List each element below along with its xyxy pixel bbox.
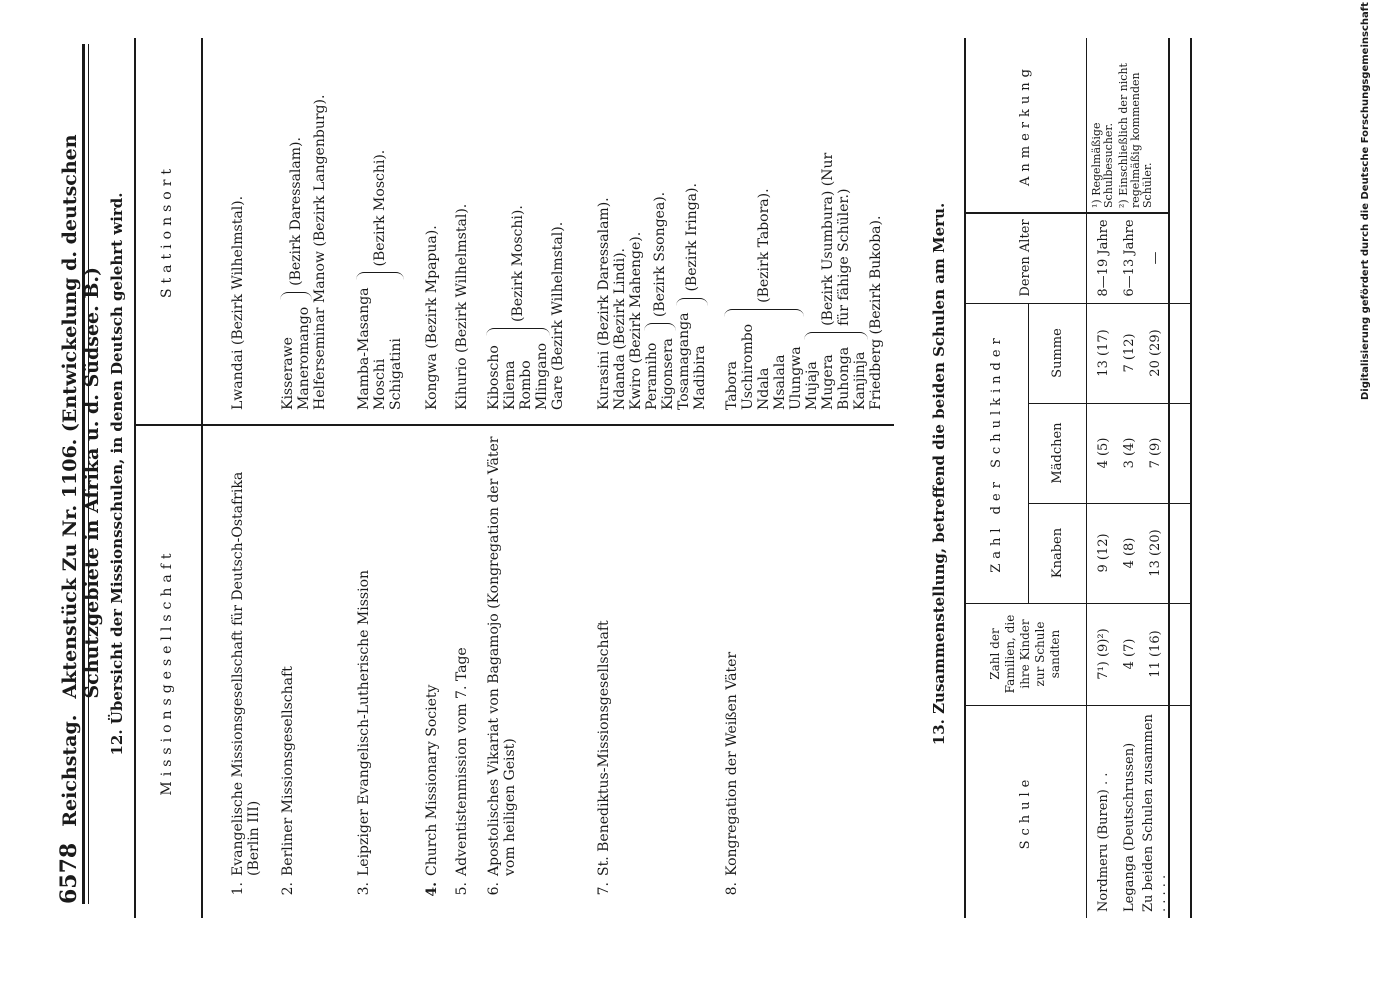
footnote: ²) Einschließlich der nicht regelmäßig kommenden Schüler.: [1117, 63, 1154, 208]
total-value: 20 (29): [1147, 329, 1163, 377]
society-name: Leipziger Evangelisch-Lutherische Mission: [356, 569, 372, 876]
families-value: 7¹) (9)²): [1095, 628, 1111, 680]
girls-value: 7 (9): [1147, 437, 1163, 469]
station-brace-group: [356, 42, 404, 410]
row-number: 8.: [724, 882, 740, 896]
col-header-children: Zahl der Schulkinder: [988, 333, 1004, 573]
page-header: [56, 44, 103, 904]
station-name: Mlingano: [534, 342, 550, 410]
school-name: Leganga (Deutschrussen): [1121, 742, 1137, 912]
total-value: 7 (12): [1121, 333, 1137, 373]
station-name: Kisserawe: [280, 337, 296, 410]
station-name: Peramiho: [644, 342, 660, 410]
families-value: 11 (16): [1147, 630, 1163, 678]
station-name: Ndanda (Bezirk Lindi).: [612, 248, 628, 410]
header-source: Reichstag.: [59, 714, 81, 827]
row-number: 4.: [424, 882, 440, 897]
table-rule-bottom: [1190, 38, 1192, 918]
society-name: Kongregation der Weißen Väter: [724, 651, 740, 876]
station-brace-group: [724, 42, 804, 410]
girls-value: 3 (4): [1121, 437, 1137, 469]
station-name: Moschi: [372, 358, 388, 410]
col-header-station: Stationsort: [159, 163, 175, 299]
table-column-divider: [134, 424, 894, 426]
district-label: (Bezirk Daressalam).: [288, 137, 304, 286]
station-name: Ulungwa: [788, 346, 804, 410]
boys-value: 9 (12): [1095, 533, 1111, 573]
row-number: 5.: [454, 882, 470, 896]
section-13-title: 13. Zusammenstellung, betreffend die beiden Schulen am Meru.: [930, 202, 948, 746]
footnote: ¹) Regelmäßige Schulbesucher.: [1090, 122, 1115, 208]
page-number: 6578: [56, 842, 82, 904]
station-name: Schigatini: [388, 338, 404, 410]
brace: [644, 323, 676, 334]
table-rule-total: [1168, 38, 1170, 918]
station-brace-group: [280, 42, 312, 410]
station-cell: [724, 42, 884, 410]
brace: [676, 298, 708, 309]
society-name: Berliner Missionsgesellschaft: [280, 666, 296, 876]
girls-value: 4 (5): [1095, 437, 1111, 469]
brace: [804, 332, 868, 343]
station-name: Ndala: [756, 367, 772, 410]
school-name: Nordmeru (Buren) . .: [1095, 772, 1111, 912]
district-label: (Bezirk Tabora).: [756, 188, 772, 303]
row-number: 6.: [486, 882, 502, 896]
station-name: Helferseminar Manow (Bezirk Langenburg).: [312, 94, 328, 410]
station-name: Mamba-Masanga: [356, 287, 372, 410]
district-label: (Bezirk Iringa).: [684, 183, 700, 292]
society-name: Adventistenmission vom 7. Tage: [454, 647, 470, 876]
digitization-note: Digitalisierung gefördert durch die Deutsche Forschungsgemeinschaft: [1360, 2, 1371, 400]
station-name: Lwandai (Bezirk Wilhelmstal).: [230, 195, 246, 410]
brace: [280, 292, 312, 303]
header-rule-thin: [88, 44, 89, 904]
boys-value: 13 (20): [1147, 529, 1163, 577]
brace: [486, 328, 550, 339]
col-header-society: Missionsgesellschaft: [159, 548, 175, 796]
table-rule-header: [1086, 38, 1087, 918]
station-brace-group: [676, 42, 708, 410]
row-number: 2.: [280, 882, 296, 896]
station-name: Mugera: [820, 354, 836, 410]
society-name: Apostolisches Vikariat von Bagamojo (Kongregation der Väter vom heiligen Geist): [486, 436, 518, 876]
station-name: Gare (Bezirk Wilhelmstal).: [550, 221, 566, 410]
col-header-school: Schule: [1017, 774, 1033, 850]
station-name: Rombo: [518, 360, 534, 410]
station-name: Msalala: [772, 354, 788, 410]
station-name: Uschirombo: [740, 323, 756, 410]
col-header-boys: Knaben: [1049, 527, 1065, 579]
station-name: Kigonsera: [660, 338, 676, 410]
district-label: (Bezirk Moschi).: [510, 205, 526, 322]
age-value: 6—13 Jahre: [1121, 219, 1137, 297]
station-name: Buhonga: [836, 346, 852, 410]
station-cell: [280, 42, 328, 410]
station-name: Tabora: [724, 360, 740, 410]
district-label: (Bezirk Usumbura) (Nur für fähige Schüler.): [820, 152, 852, 326]
col-header-families: Zahl der Familien, die ihre Kinder zur Schule sandten: [987, 614, 1062, 694]
station-name: Kiboscho: [486, 345, 502, 410]
station-name: Friedberg (Bezirk Bukoba).: [868, 215, 884, 410]
station-name: Kwiro (Bezirk Mahenge).: [628, 231, 644, 410]
table-rule-header: [201, 38, 203, 918]
families-value: 4 (7): [1121, 638, 1137, 670]
station-brace-group: [486, 42, 550, 410]
school-name: Zu beiden Schulen zusammen . . . . .: [1141, 714, 1169, 912]
society-name: Evangelische Missionsgesellschaft für Deutsch-Ostafrika (Berlin III): [230, 471, 262, 876]
station-name: Kanjinja: [852, 351, 868, 410]
society-name: Church Missionary Society: [424, 684, 440, 876]
section-12-title: 12. Übersicht der Missionsschulen, in denen Deutsch gelehrt wird.: [108, 192, 126, 756]
station-brace-group: [804, 42, 868, 410]
district-label: (Bezirk Ssongea).: [652, 191, 668, 318]
station-name: Mujaja: [804, 361, 820, 410]
brace: [356, 272, 404, 283]
station-name: Maneromango: [296, 306, 312, 410]
station-name: Kilema: [502, 360, 518, 410]
station-name: Madibira: [692, 345, 708, 410]
row-number: 7.: [596, 882, 612, 896]
society-name: St. Benediktus-Missionsgesellschaft: [596, 620, 612, 876]
col-header-girls: Mädchen: [1049, 422, 1065, 484]
col-header-total: Summe: [1049, 328, 1065, 378]
district-label: (Bezirk Moschi).: [372, 149, 388, 267]
row-number: 1.: [230, 882, 246, 896]
digitization-stamp: [1360, 0, 1371, 400]
station-cell: [356, 42, 404, 410]
col-header-remark: Anmerkung: [1017, 64, 1033, 186]
station-cell: [486, 42, 566, 410]
header-rule: [82, 44, 85, 904]
station-name: Kihurio (Bezirk Wilhelmstal).: [454, 203, 470, 410]
col-header-age: Deren Alter: [1017, 219, 1033, 297]
station-name: Tosamaganga: [676, 312, 692, 410]
brace: [724, 309, 804, 320]
total-value: 13 (17): [1095, 329, 1111, 377]
header-title: Aktenstück Zu Nr. 1106. (Entwickelung d. deutschen Schutzgebiete in Afrika u. d. Südsee. B.): [59, 134, 103, 699]
boys-value: 4 (8): [1121, 537, 1137, 569]
station-name: Kurasini (Bezirk Daressalam).: [596, 197, 612, 410]
age-value: 8—19 Jahre: [1095, 219, 1111, 297]
station-cell: [596, 42, 708, 410]
age-value: —: [1147, 251, 1163, 265]
row-number: 3.: [356, 882, 372, 896]
station-brace-group: [644, 42, 676, 410]
station-name: Kongwa (Bezirk Mpapua).: [424, 225, 440, 410]
